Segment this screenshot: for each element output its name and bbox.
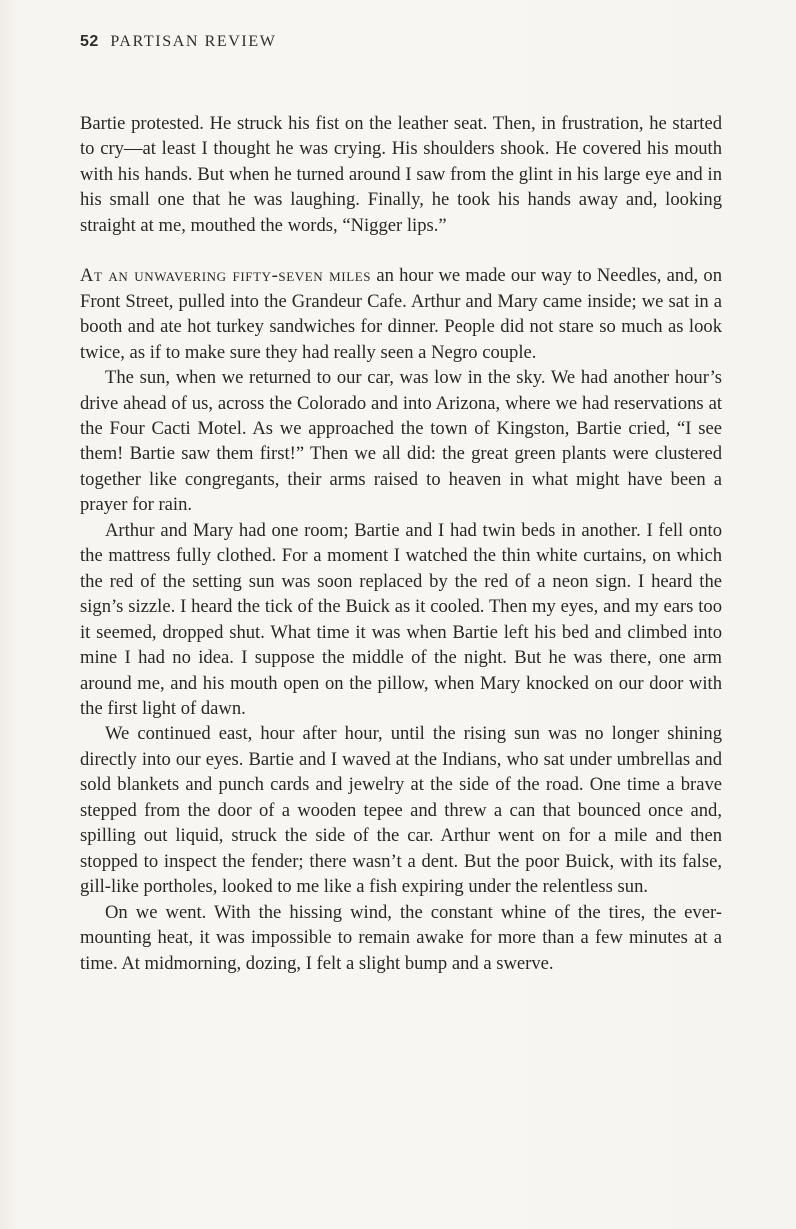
article-body bbox=[80, 111, 722, 976]
section-lead-in: At an unwavering fifty-seven miles bbox=[80, 265, 372, 287]
paragraph bbox=[80, 111, 722, 238]
paragraph-text: The sun, when we returned to our car, was low in the sky. We had another hour’s drive ahead of us, across the Colorado and into Arizona, where we had reservations at the Four Cacti Motel. As we approached the town of Kingston, Bartie cried, “I see them! Bartie saw them first!” Then we all did: the great green plants were clustered together like congregants, their arms raised to heaven in what might have been a prayer for rain. bbox=[80, 367, 722, 516]
paragraph-text: On we went. With the hissing wind, the constant whine of the tires, the ever-mounting heat, it was impossible to remain awake for more than a few minutes at a time. At midmorning, dozing, I felt a slight bump and a swerve. bbox=[80, 901, 722, 974]
journal-title: PARTISAN REVIEW bbox=[110, 33, 277, 50]
paragraph-text: Arthur and Mary had one room; Bartie and I had twin beds in another. I fell onto the mattress fully clothed. For a moment I watched the thin white curtains, on which the red of the setting sun was soon replaced by the red of a neon sign. I heard the sign’s sizzle. I heard the tick of the Buick as it cooled. Then my eyes, and my ears too it seemed, dropped shut. What time it was when Bartie left his bed and climbed into mine I had no idea. I suppose the middle of the night. But he was there, one arm around me, and his mouth open on the pillow, when Mary knocked on our door with the first light of dawn. bbox=[80, 519, 722, 719]
paragraph bbox=[80, 721, 722, 899]
paragraph bbox=[80, 365, 722, 518]
running-header bbox=[80, 33, 276, 51]
paragraph bbox=[80, 900, 722, 976]
section-opening-paragraph bbox=[80, 263, 722, 365]
page-number: 52 bbox=[80, 33, 99, 50]
paragraph bbox=[80, 518, 722, 722]
paragraph-text: We continued east, hour after hour, until the rising sun was no longer shining directly into our eyes. Bartie and I waved at the Indians, who sat under umbrellas and sold blankets and punch cards and jewelry at the side of the road. One time a brave stepped from the door of a wooden tepee and threw a can that bounced once and, spilling out liquid, struck the side of the car. Arthur went on for a mile and then stopped to inspect the fender; there wasn’t a dent. But the poor Buick, with its false, gill-like portholes, looked to me like a fish expiring under the relentless sun. bbox=[80, 723, 722, 898]
paragraph-text: an hour we made our way to Needles, and, on Front Street, pulled into the Grandeur Cafe. Arthur and Mary came inside; we sat in a booth and ate hot turkey sandwiches for dinner. People did not stare so much as look twice, as if to make sure they had really seen a Negro couple. bbox=[80, 265, 722, 363]
paragraph-text: Bartie protested. He struck his fist on the leather seat. Then, in frustration, he started to cry—at least I thought he was crying. His shoulders shook. He covered his mouth with his hands. But when he turned around I saw from the glint in his large eye and in his small one that he was laughing. Finally, he took his hands away and, looking straight at me, mouthed the words, “Nigger lips.” bbox=[80, 113, 722, 236]
